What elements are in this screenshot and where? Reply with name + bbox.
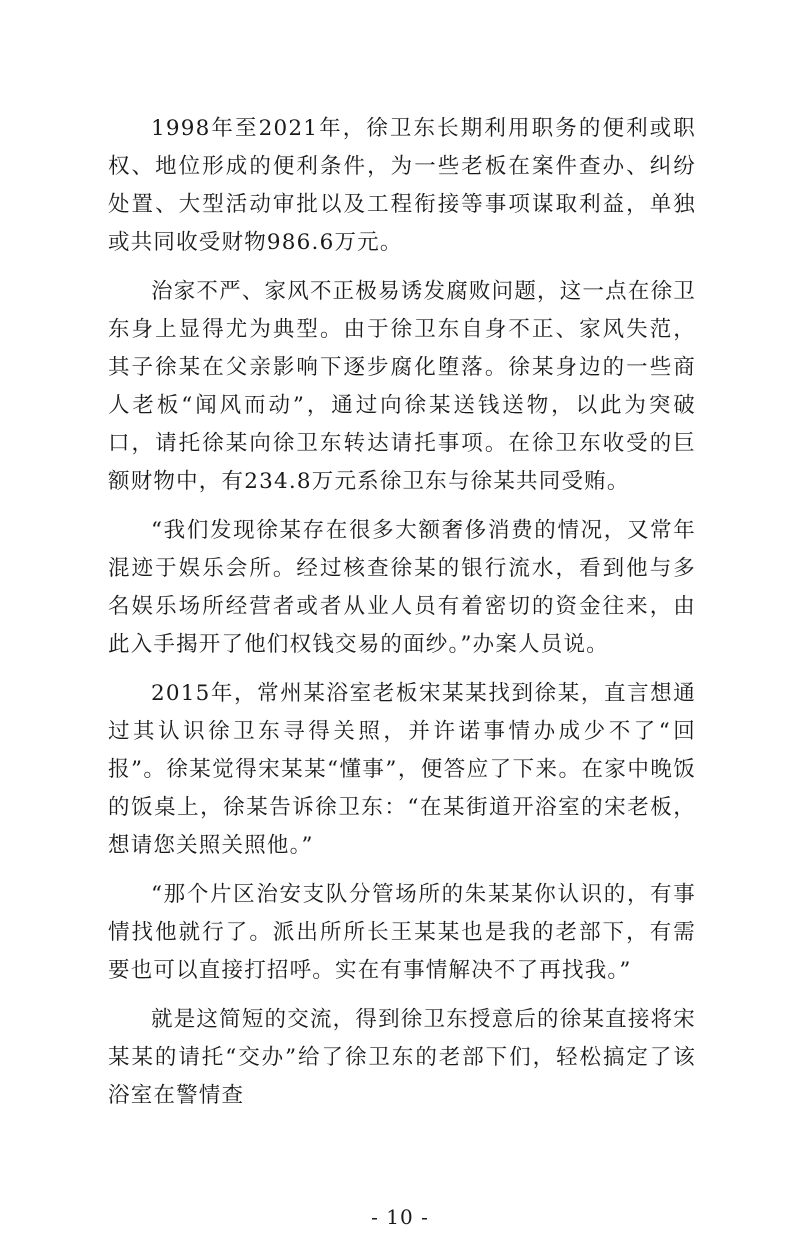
paragraph-3: “我们发现徐某存在很多大额奢侈消费的情况，又常年混迹于娱乐会所。经过核查徐某的银行流水，看到他与多名娱乐场所经营者或者从业人员有着密切的资金往来，由此入手揭开了他们权钱交易的面纱。”办案人员说。 <box>108 518 696 657</box>
paragraph-6: 就是这简短的交流，得到徐卫东授意后的徐某直接将宋某某的请托“交办”给了徐卫东的老部下们，轻松搞定了该浴室在警情查 <box>108 1007 696 1108</box>
paragraph-4: 2015年，常州某浴室老板宋某某找到徐某，直言想通过其认识徐卫东寻得关照，并许诺事情办成少不了“回报”。徐某觉得宋某某“懂事”，便答应了下来。在家中晚饭的饭桌上，徐某告诉徐卫东：“在某街道开浴室的宋老板，想请您关照关照他。” <box>108 681 696 858</box>
paragraph-1: 1998年至2021年，徐卫东长期利用职务的便利或职权、地位形成的便利条件，为一些老板在案件查办、纠纷处置、大型活动审批以及工程衔接等事项谋取利益，单独或共同收受财物986.6万元。 <box>108 116 696 255</box>
paragraph-2: 治家不严、家风不正极易诱发腐败问题，这一点在徐卫东身上显得尤为典型。由于徐卫东自身不正、家风失范，其子徐某在父亲影响下逐步腐化堕落。徐某身边的一些商人老板“闻风而动”，通过向徐某送钱送物，以此为突破口，请托徐某向徐卫东转达请托事项。在徐卫东收受的巨额财物中，有234.8万元系徐卫东与徐某共同受贿。 <box>108 279 696 494</box>
page-number: - 10 - <box>371 1205 429 1229</box>
body-text <box>108 110 696 1126</box>
paragraph-5: “那个片区治安支队分管场所的朱某某你认识的，有事情找他就行了。派出所所长王某某也是我的老部下，有需要也可以直接打招呼。实在有事情解决不了再找我。” <box>108 882 696 983</box>
